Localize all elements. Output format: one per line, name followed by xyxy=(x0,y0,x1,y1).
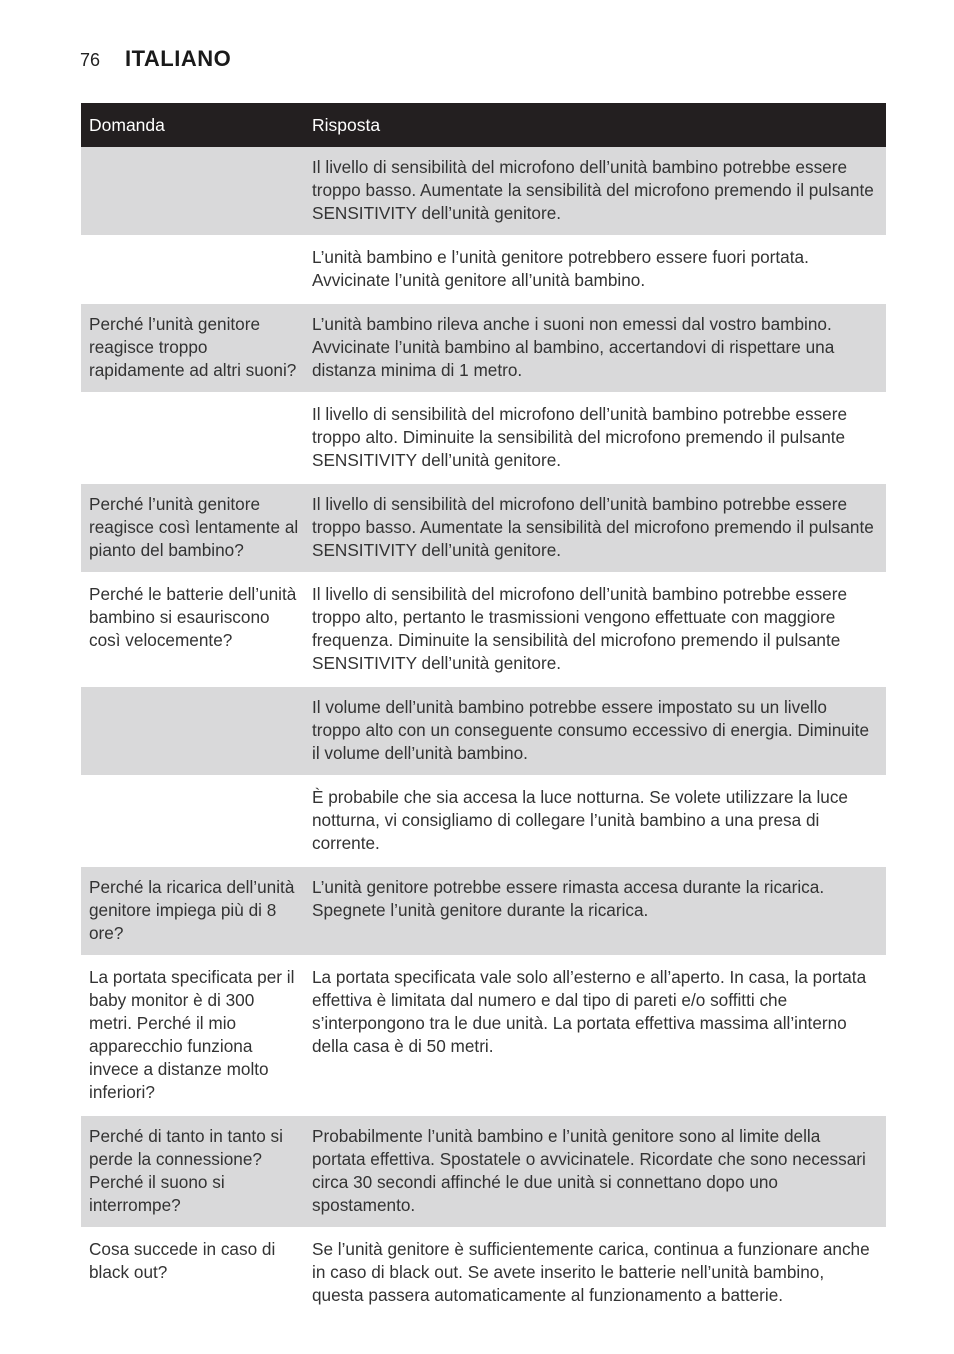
faq-table xyxy=(81,103,886,1319)
question-cell: Perché di tanto in tanto si perde la connessione? Perché il suono si interrompe? xyxy=(81,1116,304,1229)
question-cell xyxy=(81,394,304,484)
answer-cell: Il livello di sensibilità del microfono dell’unità bambino potrebbe essere troppo basso. Aumentate la sensibilità del microfono premendo il pulsante SENSITIVITY dell’unità genitore. xyxy=(304,484,886,574)
question-cell: La portata specificata per il baby monitor è di 300 metri. Perché il mio apparecchio funziona invece a distanze molto inferiori? xyxy=(81,957,304,1116)
answer-cell: Probabilmente l’unità bambino e l’unità genitore sono al limite della portata effettiva. Spostatele o avvicinatele. Ricordate che sono necessari circa 30 secondi affinché le due unità si connettano dopo uno spostamento. xyxy=(304,1116,886,1229)
answer-cell: L’unità genitore potrebbe essere rimasta accesa durante la ricarica. Spegnete l’unità genitore durante la ricarica. xyxy=(304,867,886,957)
question-cell xyxy=(81,147,304,237)
question-cell: Perché l’unità genitore reagisce così lentamente al pianto del bambino? xyxy=(81,484,304,574)
table-row xyxy=(81,1229,886,1319)
answer-cell: È probabile che sia accesa la luce notturna. Se volete utilizzare la luce notturna, vi consigliamo di collegare l’unità bambino a una presa di corrente. xyxy=(304,777,886,867)
page-number: 76 xyxy=(80,50,101,70)
table-row xyxy=(81,687,886,777)
table-row xyxy=(81,1116,886,1229)
answer-cell: La portata specificata vale solo all’esterno e all’aperto. In casa, la portata effettiva è limitata dal numero e dal tipo di pareti e/o soffitti che s’interpongono tra le due unità. La portata effettiva massima all’interno della casa è di 50 metri. xyxy=(304,957,886,1116)
question-cell: Cosa succede in caso di black out? xyxy=(81,1229,304,1319)
answer-cell: L’unità bambino e l’unità genitore potrebbero essere fuori portata. Avvicinate l’unità genitore all’unità bambino. xyxy=(304,237,886,304)
answer-cell: Il livello di sensibilità del microfono dell’unità bambino potrebbe essere troppo basso. Aumentate la sensibilità del microfono premendo il pulsante SENSITIVITY dell’unità genitore. xyxy=(304,147,886,237)
page-language-title: ITALIANO xyxy=(125,46,232,71)
answer-cell: Il volume dell’unità bambino potrebbe essere impostato su un livello troppo alto con un conseguente consumo eccessivo di energia. Diminuite il volume dell’unità bambino. xyxy=(304,687,886,777)
question-cell: Perché la ricarica dell’unità genitore impiega più di 8 ore? xyxy=(81,867,304,957)
table-row xyxy=(81,237,886,304)
table-header-row xyxy=(81,103,886,147)
question-cell xyxy=(81,237,304,304)
answer-cell: L’unità bambino rileva anche i suoni non emessi dal vostro bambino. Avvicinate l’unità bambino al bambino, accertandovi di rispettare una distanza minima di 1 metro. xyxy=(304,304,886,394)
answer-cell: Il livello di sensibilità del microfono dell’unità bambino potrebbe essere troppo alto, pertanto le trasmissioni vengono effettuate con maggiore frequenza. Diminuite la sensibilità del microfono premendo il pulsante SENSITIVITY dell’unità genitore. xyxy=(304,574,886,687)
table-row xyxy=(81,147,886,237)
table-row xyxy=(81,394,886,484)
question-cell: Perché le batterie dell’unità bambino si esauriscono così velocemente? xyxy=(81,574,304,687)
table-row xyxy=(81,867,886,957)
answer-cell: Il livello di sensibilità del microfono dell’unità bambino potrebbe essere troppo alto. Diminuite la sensibilità del microfono premendo il pulsante SENSITIVITY dell’unità genitore. xyxy=(304,394,886,484)
question-cell: Perché l’unità genitore reagisce troppo rapidamente ad altri suoni? xyxy=(81,304,304,394)
question-cell xyxy=(81,777,304,867)
table-row xyxy=(81,957,886,1116)
page-header xyxy=(80,46,231,72)
table-row xyxy=(81,484,886,574)
table-row xyxy=(81,304,886,394)
column-header-question: Domanda xyxy=(81,103,304,147)
table-row xyxy=(81,777,886,867)
table-row xyxy=(81,574,886,687)
column-header-answer: Risposta xyxy=(304,103,886,147)
answer-cell: Se l’unità genitore è sufficientemente carica, continua a funzionare anche in caso di black out. Se avete inserito le batterie nell’unità bambino, questa passera automaticamente al funzionamento a batterie. xyxy=(304,1229,886,1319)
question-cell xyxy=(81,687,304,777)
